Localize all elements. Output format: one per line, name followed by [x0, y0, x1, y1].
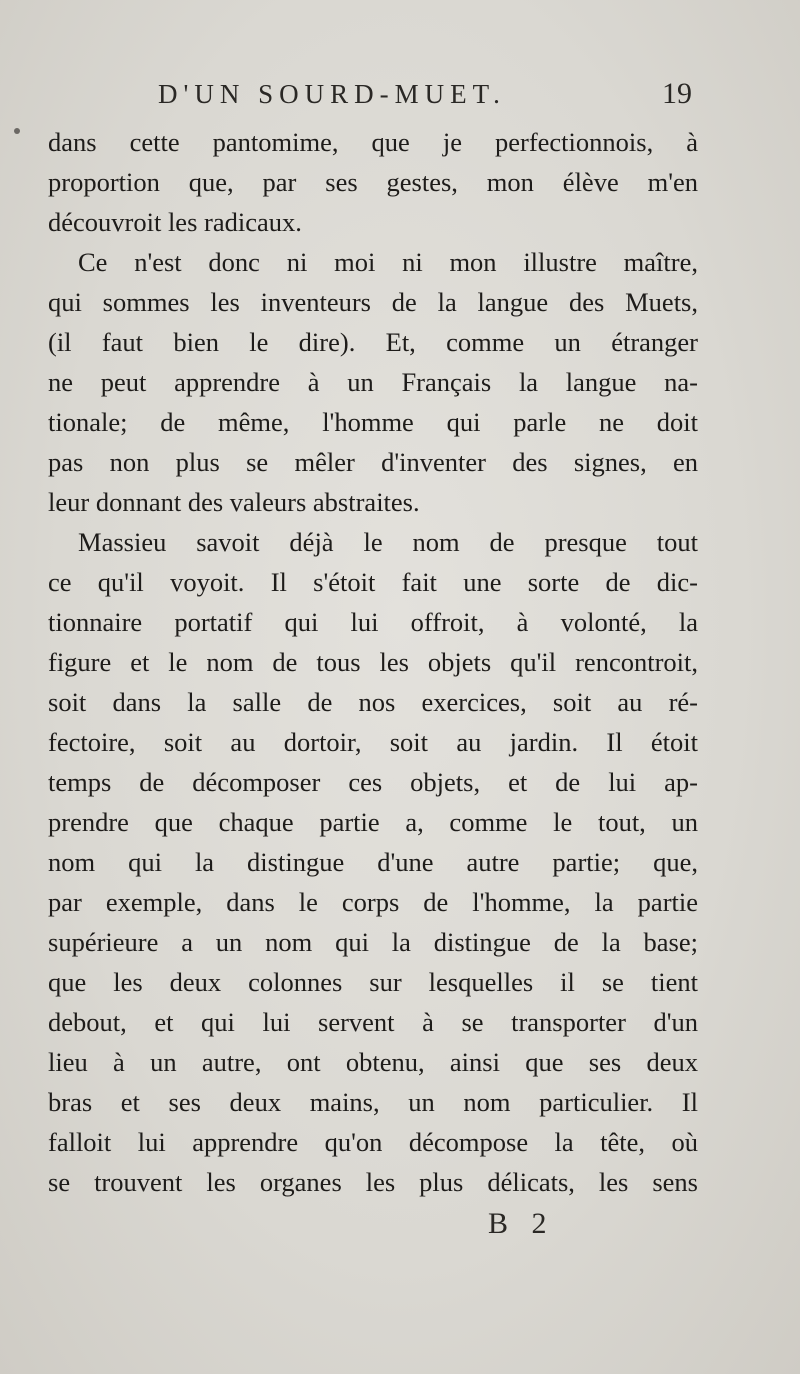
text-line: soit dans la salle de nos exercices, soit au ré-: [48, 687, 698, 717]
text-line: lieu à un autre, ont obtenu, ainsi que ses deux: [48, 1047, 698, 1077]
paragraph: [48, 242, 698, 522]
paragraph: [48, 522, 698, 1202]
text-line: qui sommes les inventeurs de la langue des Muets,: [48, 287, 698, 317]
text-line: découvroit les radicaux.: [48, 207, 302, 237]
text-line: tionale; de même, l'homme qui parle ne doit: [48, 407, 698, 437]
body-text: [48, 122, 698, 1202]
text-line: bras et ses deux mains, un nom particulier. Il: [48, 1087, 698, 1117]
text-line: prendre que chaque partie a, comme le tout, un: [48, 807, 698, 837]
text-line: Massieu savoit déjà le nom de presque tout: [78, 527, 698, 557]
text-line: dans cette pantomime, que je perfectionnois, à: [48, 127, 698, 157]
page-number: 19: [662, 77, 692, 110]
paragraph: [48, 122, 698, 242]
text-line: debout, et qui lui servent à se transporter d'un: [48, 1007, 698, 1037]
signature-mark: B 2: [488, 1207, 555, 1240]
text-line: pas non plus se mêler d'inventer des signes, en: [48, 447, 698, 477]
margin-mark: [14, 128, 20, 134]
text-line: figure et le nom de tous les objets qu'il rencontroit,: [48, 647, 698, 677]
text-line: falloit lui apprendre qu'on décompose la tête, où: [48, 1127, 698, 1157]
running-title: D'UN SOURD-MUET.: [158, 79, 506, 109]
text-line: proportion que, par ses gestes, mon élève m'en: [48, 167, 698, 197]
text-line: temps de décomposer ces objets, et de lui ap-: [48, 767, 698, 797]
text-line: tionnaire portatif qui lui offroit, à volonté, la: [48, 607, 698, 637]
page-header: [0, 74, 800, 114]
text-line: fectoire, soit au dortoir, soit au jardin. Il étoit: [48, 727, 698, 757]
text-line: par exemple, dans le corps de l'homme, la partie: [48, 887, 698, 917]
text-line: nom qui la distingue d'une autre partie; que,: [48, 847, 698, 877]
text-line: Ce n'est donc ni moi ni mon illustre maître,: [78, 247, 698, 277]
text-line: que les deux colonnes sur lesquelles il se tient: [48, 967, 698, 997]
text-line: se trouvent les organes les plus délicats, les sens: [48, 1167, 698, 1197]
text-line: ce qu'il voyoit. Il s'étoit fait une sorte de dic-: [48, 567, 698, 597]
text-line: supérieure a un nom qui la distingue de la base;: [48, 927, 698, 957]
text-line: leur donnant des valeurs abstraites.: [48, 487, 420, 517]
text-line: ne peut apprendre à un Français la langue na-: [48, 367, 698, 397]
text-line: (il faut bien le dire). Et, comme un étranger: [48, 327, 698, 357]
